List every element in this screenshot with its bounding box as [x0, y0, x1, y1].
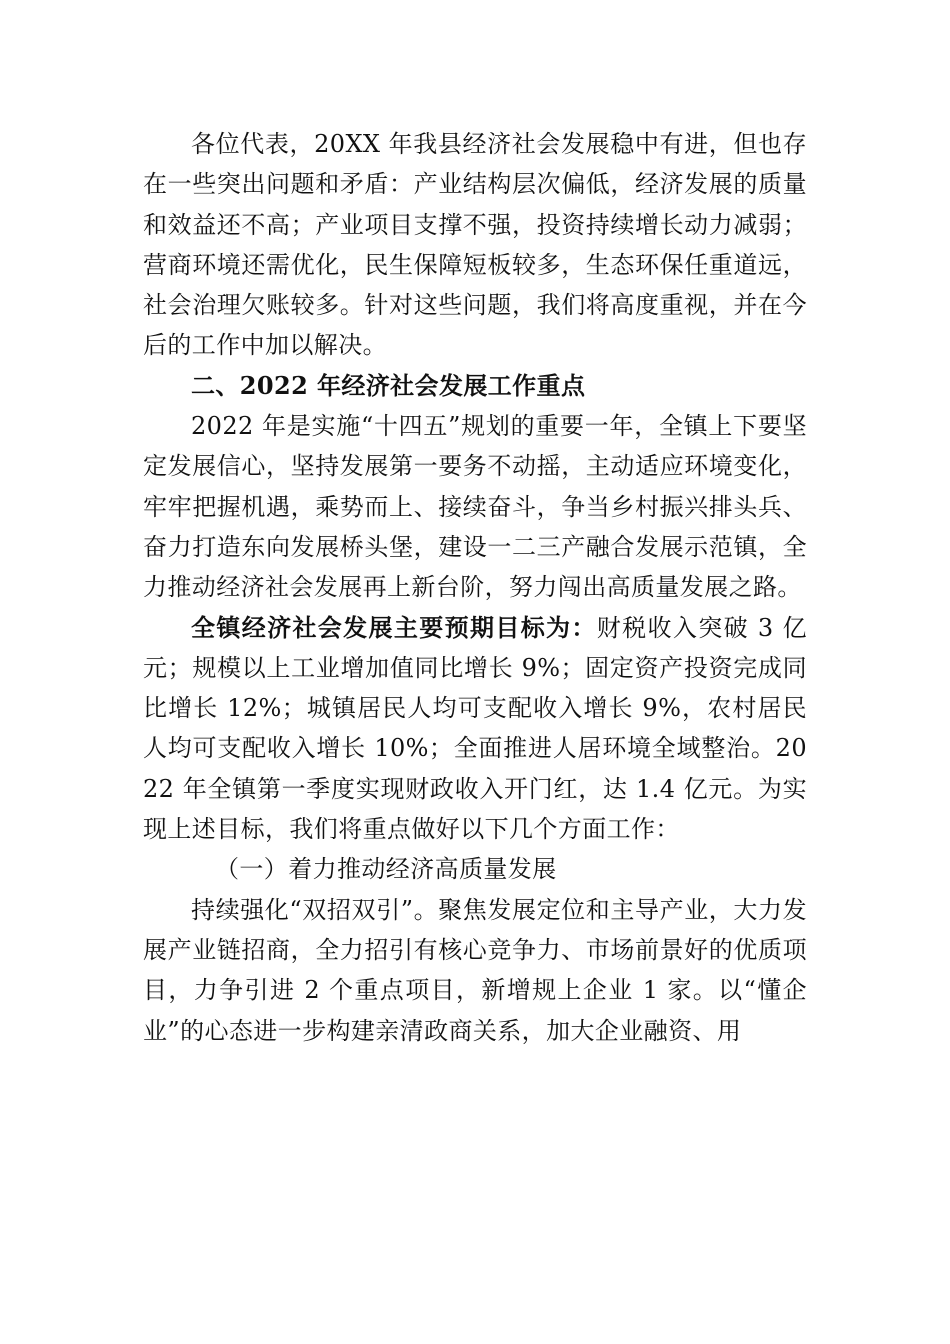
paragraph-investment-attraction: 持续强化“双招双引”。聚焦发展定位和主导产业，大力发展产业链招商，全力招引有核心竞争力、市场前景好的优质项目，力争引进 2 个重点项目，新增规上企业 1 家。以“懂企业”的心态进一步构建亲清政商关系，加大企业融资、用: [143, 895, 807, 1045]
paragraph-2022-overview: 2022 年是实施“十四五”规划的重要一年，全镇上下要坚定发展信心，坚持发展第一要务不动摇，主动适应环境变化，牢牢把握机遇，乘势而上、接续奋斗，争当乡村振兴排头兵、奋力打造东向发展桥头堡，建设一二三产融合发展示范镇，全力推动经济社会发展再上新台阶，努力闯出高质量发展之路。: [143, 412, 807, 602]
paragraph-expected-targets: [143, 608, 807, 850]
paragraph-problems: 各位代表，20XX 年我县经济社会发展稳中有进，但也存在一些突出问题和矛盾：产业结构层次偏低，经济发展的质量和效益还不高；产业项目支撑不强，投资持续增长动力减弱；营商环境还需优化，民生保障短板较多，生态环保任重道远，社会治理欠账较多。针对这些问题，我们将高度重视，并在今后的工作中加以解决。: [143, 130, 807, 360]
targets-text: 财税收入突破 3 亿元；规模以上工业增加值同比增长 9%；固定资产投资完成同比增长 12%；城镇居民人均可支配收入增长 9%，农村居民人均可支配收入增长 10%；全面推进人居环境全域整治。2022 年全镇第一季度实现财政收入开门红，达 1.4 亿元。为实现上述目标，我们将重点做好以下几个方面工作：: [143, 613, 807, 844]
document-body: [143, 124, 807, 1051]
section-heading-2022-priorities: 二、2022 年经济社会发展工作重点: [191, 370, 586, 400]
targets-lead: 全镇经济社会发展主要预期目标为：: [191, 612, 597, 642]
subsection-heading-economy: （一）着力推动经济高质量发展: [215, 855, 557, 884]
